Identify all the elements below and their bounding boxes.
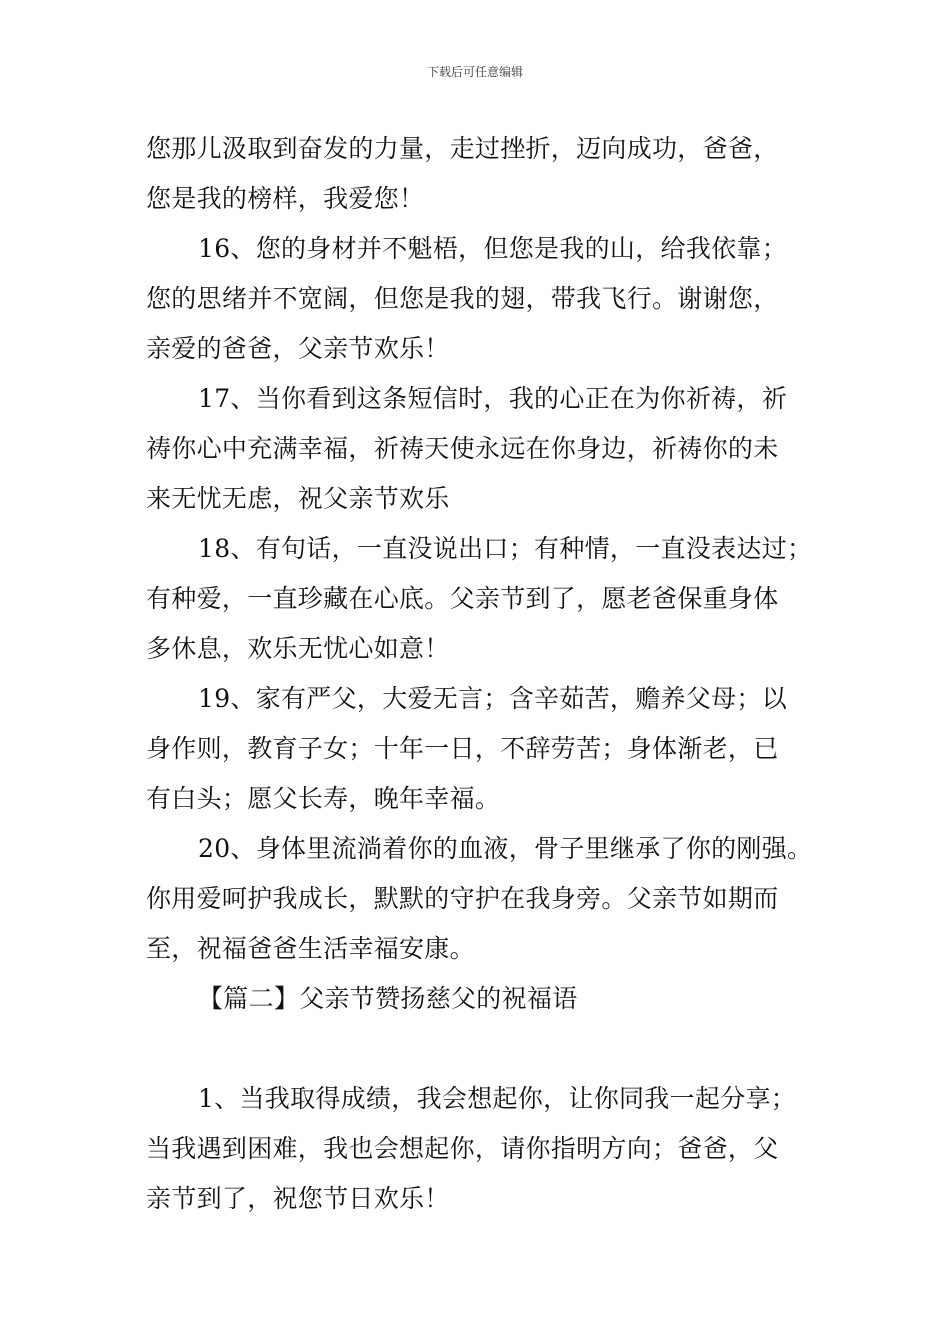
- text-line: 有种爱，一直珍藏在心底。父亲节到了，愿老爸保重身体: [146, 584, 779, 613]
- text-line: 多休息，欢乐无忧心如意！: [146, 634, 450, 663]
- text-line: 20、身体里流淌着你的血液，骨子里继承了你的刚强。: [198, 834, 813, 863]
- text-line: 您是我的榜样，我爱您！: [146, 184, 425, 213]
- paragraph-item-19: [146, 674, 811, 824]
- blank-line: [146, 1024, 811, 1074]
- text-line: 亲节到了，祝您节日欢乐！: [146, 1184, 450, 1213]
- paragraph-item-16: [146, 224, 811, 374]
- text-line: 16、您的身材并不魁梧，但您是我的山，给我依靠；: [198, 234, 788, 263]
- text-line: 19、家有严父，大爱无言；含辛茹苦，赡养父母；以: [198, 684, 788, 713]
- paragraph-item-1: [146, 1074, 811, 1224]
- paragraph-item-18: [146, 524, 811, 674]
- paragraph-continuation: [146, 124, 811, 224]
- text-line: 当我遇到困难，我也会想起你，请你指明方向；爸爸，父: [146, 1134, 779, 1163]
- text-line: 1、当我取得成绩，我会想起你，让你同我一起分享；: [198, 1084, 797, 1113]
- text-line: 来无忧无虑，祝父亲节欢乐: [146, 484, 450, 513]
- text-line: 17、当你看到这条短信时，我的心正在为你祈祷，祈: [198, 384, 788, 413]
- text-line: 亲爱的爸爸，父亲节欢乐！: [146, 334, 450, 363]
- document-body: [146, 124, 811, 1224]
- text-line: 身作则，教育子女；十年一日，不辞劳苦；身体渐老，已: [146, 734, 779, 763]
- text-line: 您的思绪并不宽阔，但您是我的翅，带我飞行。谢谢您，: [146, 284, 779, 313]
- section-heading: 【篇二】父亲节赞扬慈父的祝福语: [198, 984, 578, 1013]
- paragraph-item-17: [146, 374, 811, 524]
- text-line: 至，祝福爸爸生活幸福安康。: [146, 934, 475, 963]
- text-line: 18、有句话，一直没说出口；有种情，一直没表达过；: [198, 534, 813, 563]
- text-line: 有白头；愿父长寿，晚年幸福。: [146, 784, 501, 813]
- text-line: 祷你心中充满幸福，祈祷天使永远在你身边，祈祷你的未: [146, 434, 779, 463]
- text-line: 您那儿汲取到奋发的力量，走过挫折，迈向成功，爸爸，: [146, 134, 779, 163]
- paragraph-item-20: [146, 824, 811, 974]
- text-line: 你用爱呵护我成长，默默的守护在我身旁。父亲节如期而: [146, 884, 779, 913]
- page-header: 下载后可任意编辑: [426, 65, 523, 79]
